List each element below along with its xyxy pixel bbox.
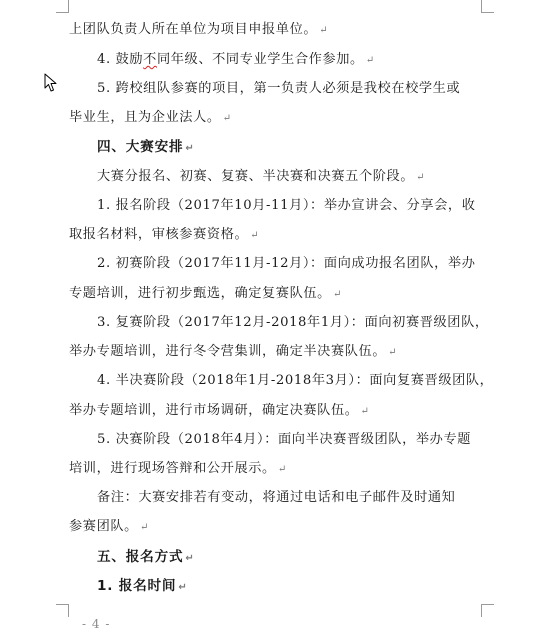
margin-corner-bottom-left [56,604,69,617]
text-line[interactable] [97,51,375,70]
text-line[interactable] [97,372,493,390]
heading-text: 1. 报名时间 [97,578,177,594]
line-text: 4. 半决赛阶段（2018年1月-2018年3月）：面向复赛晋级团队， [97,373,494,388]
paragraph-mark: ↵ [277,464,287,475]
line-text: 专题培训，进行初步甄选，确定复赛队伍。 [69,286,331,301]
paragraph-mark: ↵ [185,553,195,564]
line-text: 举办专题培训，进行冬令营集训，确定半决赛队伍。 [69,344,387,359]
line-text: 举办专题培训，进行市场调研，确定决赛队伍。 [69,403,359,418]
heading-text: 四、大赛安排 [97,139,184,155]
line-text: 参赛团队。 [69,519,138,534]
paragraph-mark: ↵ [222,113,232,124]
paragraph-mark: ↵ [185,143,195,154]
line-text: 备注：大赛安排若有变动，将通过电话和电子邮件及时通知 [97,490,456,505]
paragraph-mark: ↵ [360,406,370,417]
paragraph-mark: ↵ [178,582,188,593]
text-line[interactable] [97,489,455,507]
text-line[interactable] [69,21,328,40]
text-line[interactable] [97,255,476,273]
paragraph-mark: ↵ [388,347,398,358]
paragraph-mark: ↵ [139,522,149,533]
heading-text: 五、报名方式 [97,549,184,565]
line-text: 同年级、不同专业学生合作参加。 [156,52,364,67]
text-line[interactable] [69,226,259,245]
line-text: 2. 初赛阶段（2017年11月-12月）：面向成功报名团队，举办 [97,256,476,271]
text-line[interactable] [69,343,397,362]
text-line[interactable] [69,109,232,128]
text-line[interactable] [69,460,287,479]
text-line[interactable] [97,168,425,187]
text-line[interactable] [97,197,476,215]
line-text: 培训，进行现场答辩和公开展示。 [69,461,276,476]
line-text: 5. 决赛阶段（2018年4月）：面向半决赛晋级团队，举办专题 [97,432,472,447]
section-heading[interactable] [97,548,195,568]
text-line[interactable] [69,402,370,421]
text-line[interactable] [69,518,149,537]
line-text: 取报名材料，审核参赛资格。 [69,227,249,242]
margin-corner-top-left [56,0,69,13]
paragraph-mark: ↵ [319,25,329,36]
section-heading[interactable] [97,138,195,158]
spellcheck-flagged-text[interactable]: 不 [143,52,157,67]
margin-corner-top-right [481,0,494,13]
page-number: - 4 - [82,617,111,631]
line-text: 5. 跨校组队参赛的项目，第一负责人必须是我校在校学生或 [97,81,461,96]
paragraph-mark: ↵ [250,230,260,241]
line-text: 大赛分报名、初赛、复赛、半决赛和决赛五个阶段。 [97,169,415,184]
mouse-pointer-icon [44,73,58,93]
paragraph-mark: ↵ [332,289,342,300]
text-line[interactable] [97,431,471,449]
line-text: 3. 复赛阶段（2017年12月-2018年1月）：面向初赛晋级团队， [97,315,489,330]
line-text: 4. 鼓励 [97,52,144,67]
line-text: 毕业生，且为企业法人。 [69,110,221,125]
paragraph-mark: ↵ [365,55,375,66]
line-text: 1. 报名阶段（2017年10月-11月）：举办宣讲会、分享会，收 [97,198,476,213]
text-line[interactable] [97,314,489,332]
line-text: 上团队负责人所在单位为项目申报单位。 [69,22,318,37]
paragraph-mark: ↵ [416,172,426,183]
margin-corner-bottom-right [481,604,494,617]
text-line[interactable] [69,285,342,304]
subsection-heading[interactable] [97,577,188,597]
text-line[interactable] [97,80,460,98]
